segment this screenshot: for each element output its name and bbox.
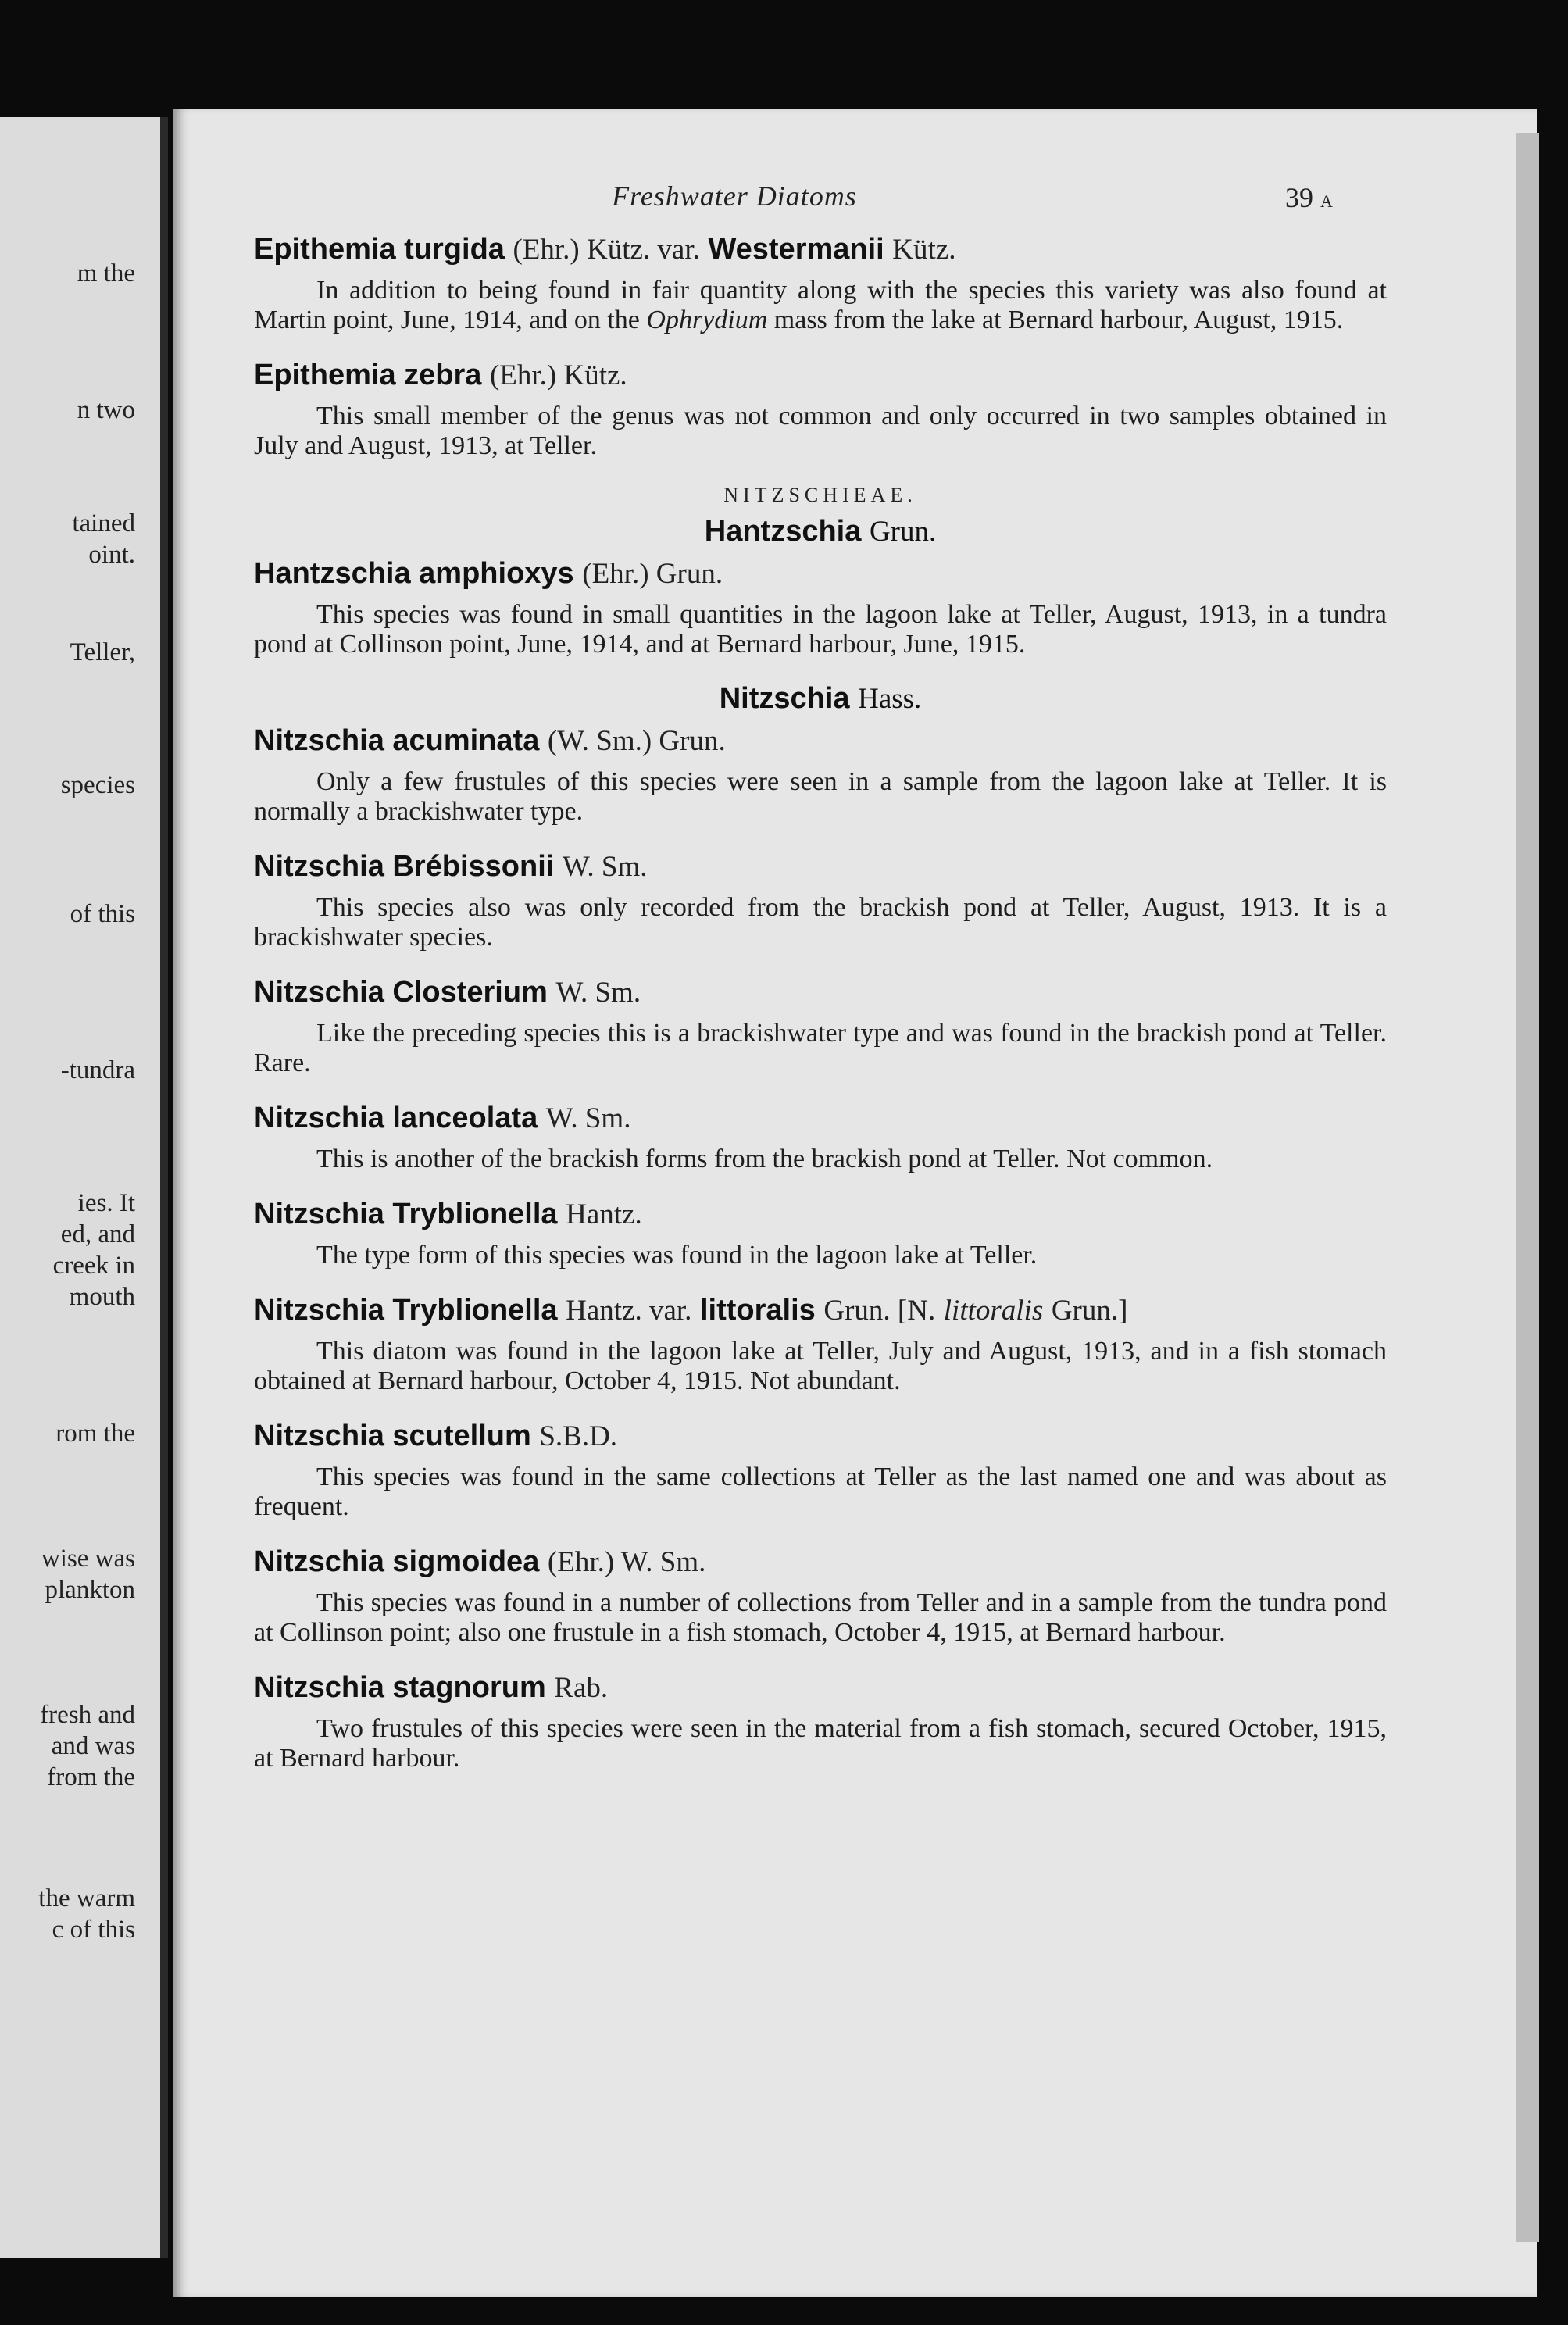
page-number	[1285, 181, 1333, 214]
species-name: Nitzschia acuminata	[254, 724, 540, 757]
species-authority: Hantz. var.	[566, 1295, 692, 1327]
species-entry	[254, 1415, 1387, 1522]
page-edge	[1516, 133, 1539, 2242]
species-authority: S.B.D.	[539, 1420, 618, 1452]
species-entry	[254, 1193, 1387, 1270]
species-name: Nitzschia sigmoidea	[254, 1545, 540, 1578]
species-authority: (Ehr.) Kütz. var.	[513, 234, 700, 266]
species-authority: (W. Sm.) Grun.	[547, 725, 726, 757]
facing-page-text: creek in	[52, 1252, 135, 1280]
species-heading	[254, 1289, 1387, 1332]
variety-authority: Kütz.	[892, 234, 956, 266]
species-description: Like the preceding species this is a brackishwater type and was found in the brackish pond at Teller. Rare.	[254, 1019, 1387, 1077]
folio-suffix: A	[1320, 191, 1333, 211]
species-entry	[254, 720, 1387, 827]
genus-authority: Hass.	[858, 683, 922, 715]
species-heading	[254, 845, 1387, 888]
facing-page-text: n two	[77, 396, 135, 424]
species-name: Epithemia turgida	[254, 233, 505, 266]
facing-page-text: rom the	[55, 1420, 135, 1448]
species-authority: Hantz.	[566, 1198, 642, 1230]
species-description	[254, 276, 1387, 335]
species-description: This species was found in a number of collections from Teller and in a sample from the tundra pond at Collinson point; also one frustule in a fish stomach, October 4, 1915, at Bernard harbour.	[254, 1588, 1387, 1647]
genus-heading	[254, 678, 1387, 720]
species-description: This species was found in small quantities in the lagoon lake at Teller, August, 1913, in a tundra pond at Collinson point, June, 1914, and at Bernard harbour, June, 1915.	[254, 600, 1387, 659]
facing-page-text: and was	[51, 1732, 135, 1760]
species-authority: Rab.	[554, 1672, 609, 1704]
genus-heading	[254, 511, 1387, 552]
species-heading	[254, 1193, 1387, 1236]
species-entry	[254, 1289, 1387, 1396]
species-authority: (Ehr.) Grun.	[582, 558, 723, 590]
species-name: Nitzschia scutellum	[254, 1420, 531, 1452]
variety-name: littoralis	[699, 1294, 816, 1327]
running-head: Freshwater Diatoms	[612, 180, 857, 212]
species-authority: W. Sm.	[555, 977, 641, 1009]
species-entry	[254, 845, 1387, 952]
species-entry	[254, 552, 1387, 659]
species-entry	[254, 1541, 1387, 1648]
facing-page-text: m the	[77, 259, 135, 288]
species-name: Nitzschia Tryblionella	[254, 1198, 558, 1230]
genus-name: Nitzschia	[719, 682, 850, 715]
genus-name: Hantzschia	[704, 515, 862, 548]
species-name: Nitzschia lanceolata	[254, 1102, 538, 1134]
facing-page-text: -tundra	[60, 1056, 135, 1084]
description-text: In addition to being found in fair quantity along with the species this variety was also found at Martin point, June, 1914, and on the	[254, 276, 1387, 334]
facing-page-text: from the	[47, 1763, 135, 1791]
species-name: Nitzschia stagnorum	[254, 1671, 546, 1704]
facing-page-text: species	[60, 771, 135, 799]
species-description: This is another of the brackish forms from the brackish pond at Teller. Not common.	[316, 1145, 1213, 1173]
facing-page-text: fresh and	[40, 1701, 135, 1729]
facing-page-text: c of this	[52, 1916, 135, 1944]
species-description: Two frustules of this species were seen in the material from a fish stomach, secured October, 1915, at Bernard harbour.	[254, 1714, 1387, 1773]
italic-taxon: Ophrydium	[646, 305, 768, 334]
species-name: Nitzschia Closterium	[254, 976, 548, 1009]
species-entry	[254, 1097, 1387, 1174]
folio-number: 39	[1285, 182, 1313, 213]
page-body	[254, 228, 1387, 1792]
species-heading	[254, 1097, 1387, 1140]
species-name: Hantzschia amphioxys	[254, 557, 574, 590]
species-authority: W. Sm.	[562, 851, 648, 883]
species-authority: (Ehr.) Kütz.	[489, 359, 627, 391]
species-heading	[254, 1666, 1387, 1709]
species-heading	[254, 354, 1387, 397]
species-name: Epithemia zebra	[254, 359, 482, 391]
facing-page-text: ies. It	[77, 1189, 135, 1217]
facing-page-text: tained	[72, 509, 135, 538]
facing-page-text: of this	[70, 900, 135, 928]
species-heading	[254, 228, 1387, 271]
genus-authority: Grun.	[869, 516, 937, 548]
species-description: Only a few frustules of this species were seen in a sample from the lagoon lake at Teller. It is normally a brackishwater type.	[254, 767, 1387, 826]
species-entry	[254, 971, 1387, 1078]
species-heading	[254, 552, 1387, 595]
species-entry	[254, 1666, 1387, 1773]
variety-name: Westermanii	[708, 233, 884, 266]
facing-page-text: the warm	[38, 1884, 135, 1912]
species-authority: W. Sm.	[545, 1102, 631, 1134]
species-description: This diatom was found in the lagoon lake at Teller, July and August, 1913, and in a fish stomach obtained at Bernard harbour, October 4, 1915. Not abundant.	[254, 1337, 1387, 1395]
species-heading	[254, 720, 1387, 762]
species-name: Nitzschia Brébissonii	[254, 850, 555, 883]
synonym-authority: Grun.]	[1051, 1295, 1128, 1327]
tribe-title: NITZSCHIEAE.	[723, 484, 917, 506]
facing-page-text: wise was	[41, 1545, 135, 1573]
facing-page-text: Teller,	[70, 638, 135, 666]
species-heading	[254, 1541, 1387, 1584]
species-heading	[254, 971, 1387, 1014]
species-entry	[254, 354, 1387, 461]
species-description: This species was found in the same collections at Teller as the last named one and was about as frequent.	[254, 1462, 1387, 1521]
synonym-name: littoralis	[943, 1295, 1044, 1327]
species-name: Nitzschia Tryblionella	[254, 1294, 558, 1327]
facing-page-text: oint.	[88, 541, 135, 569]
facing-page-fragment	[0, 117, 168, 2258]
facing-page-text: ed, and	[60, 1220, 135, 1248]
species-description: The type form of this species was found in the lagoon lake at Teller.	[316, 1241, 1038, 1270]
variety-authority: Grun. [N.	[823, 1295, 936, 1327]
species-description: This small member of the genus was not common and only occurred in two samples obtained in July and August, 1913, at Teller.	[254, 402, 1387, 460]
species-authority: (Ehr.) W. Sm.	[547, 1546, 706, 1578]
species-heading	[254, 1415, 1387, 1458]
species-entry	[254, 228, 1387, 335]
facing-page-text: mouth	[69, 1283, 135, 1311]
facing-page-text: plankton	[45, 1576, 135, 1604]
species-description: This species also was only recorded from the brackish pond at Teller, August, 1913. It is a brackishwater species.	[254, 893, 1387, 952]
description-text: mass from the lake at Bernard harbour, August, 1915.	[767, 305, 1344, 334]
